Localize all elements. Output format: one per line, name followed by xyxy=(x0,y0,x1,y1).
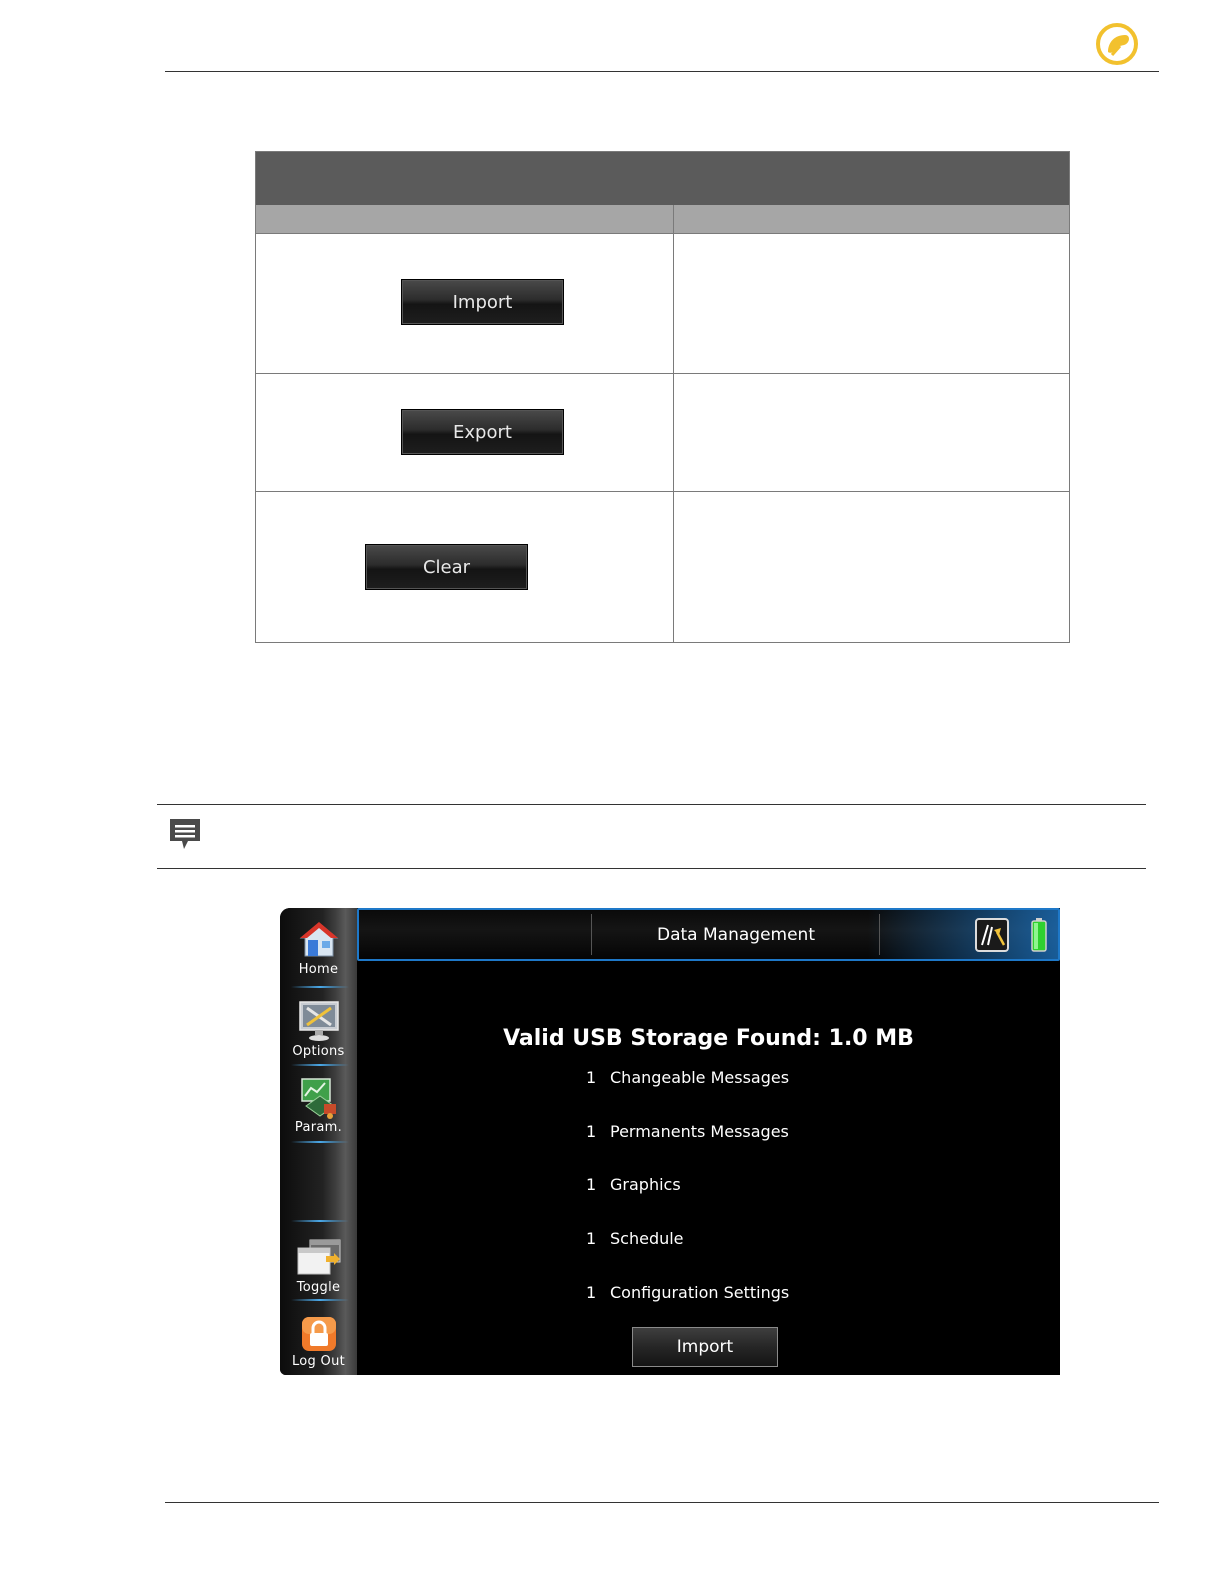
table-column-divider xyxy=(673,205,674,643)
sidebar-item-logout[interactable] xyxy=(280,1314,357,1369)
import-button[interactable] xyxy=(632,1327,778,1367)
options-tools-icon xyxy=(298,1000,340,1042)
table-title-bar xyxy=(256,152,1069,205)
sidebar-item-options[interactable] xyxy=(280,1000,357,1059)
home-icon xyxy=(299,920,339,960)
sidebar-separator xyxy=(291,986,349,988)
import-button-label: Import xyxy=(676,1337,734,1357)
item-count: 1 xyxy=(586,1175,597,1194)
sidebar-item-label: Toggle xyxy=(296,1280,341,1295)
table-row-divider xyxy=(256,233,1069,234)
toggle-window-icon xyxy=(296,1238,342,1278)
item-label: Permanents Messages xyxy=(610,1122,789,1141)
clear-button-label: Clear xyxy=(422,556,471,578)
item-count: 1 xyxy=(586,1068,597,1087)
list-item xyxy=(586,1122,789,1141)
sidebar-item-label: Param. xyxy=(294,1120,343,1135)
sidebar-item-label: Options xyxy=(292,1044,345,1059)
export-button-image xyxy=(401,409,564,455)
table-row-divider xyxy=(256,373,1069,374)
import-button-image xyxy=(401,279,564,325)
list-item xyxy=(586,1229,684,1248)
item-count: 1 xyxy=(586,1283,597,1302)
table-header-row xyxy=(256,205,1069,233)
parameters-icon xyxy=(298,1076,340,1120)
list-item xyxy=(586,1175,681,1194)
sidebar-item-toggle[interactable] xyxy=(280,1238,357,1295)
battery-icon xyxy=(1031,918,1047,952)
item-label: Configuration Settings xyxy=(610,1283,790,1302)
item-label: Changeable Messages xyxy=(610,1068,790,1087)
list-item xyxy=(586,1283,789,1302)
sidebar-separator xyxy=(291,1064,349,1066)
item-count: 1 xyxy=(586,1229,597,1248)
header-rule xyxy=(165,71,1159,72)
screen-title: Data Management xyxy=(657,925,815,945)
item-label: Graphics xyxy=(610,1175,681,1194)
sidebar-separator xyxy=(291,1220,349,1222)
table-row-divider xyxy=(256,491,1069,492)
sidebar-item-parameters[interactable] xyxy=(280,1076,357,1135)
sidebar-separator xyxy=(291,1141,349,1143)
sidebar-separator xyxy=(291,1299,349,1301)
clear-button-image xyxy=(365,544,528,590)
title-bar xyxy=(357,908,1060,961)
import-button-label: Import xyxy=(452,291,513,313)
note-bottom-rule xyxy=(157,868,1146,869)
lock-icon xyxy=(299,1314,339,1354)
sidebar-item-label: Home xyxy=(298,962,339,977)
item-count: 1 xyxy=(586,1122,597,1141)
sidebar-item-label: Log Out xyxy=(291,1354,346,1369)
footer-rule xyxy=(165,1502,1159,1503)
company-logo-icon xyxy=(1095,22,1139,66)
device-screen xyxy=(280,908,1060,1375)
usb-transfer-icon[interactable] xyxy=(975,918,1009,952)
item-label: Schedule xyxy=(610,1229,684,1248)
usb-status-heading: Valid USB Storage Found: 1.0 MB xyxy=(503,1026,914,1051)
sidebar-item-home[interactable] xyxy=(280,920,357,977)
note-icon xyxy=(168,817,202,850)
data-management-buttons-table xyxy=(255,151,1070,643)
export-button-label: Export xyxy=(453,421,512,443)
list-item xyxy=(586,1068,789,1087)
sidebar xyxy=(280,908,357,1375)
note-top-rule xyxy=(157,804,1146,805)
